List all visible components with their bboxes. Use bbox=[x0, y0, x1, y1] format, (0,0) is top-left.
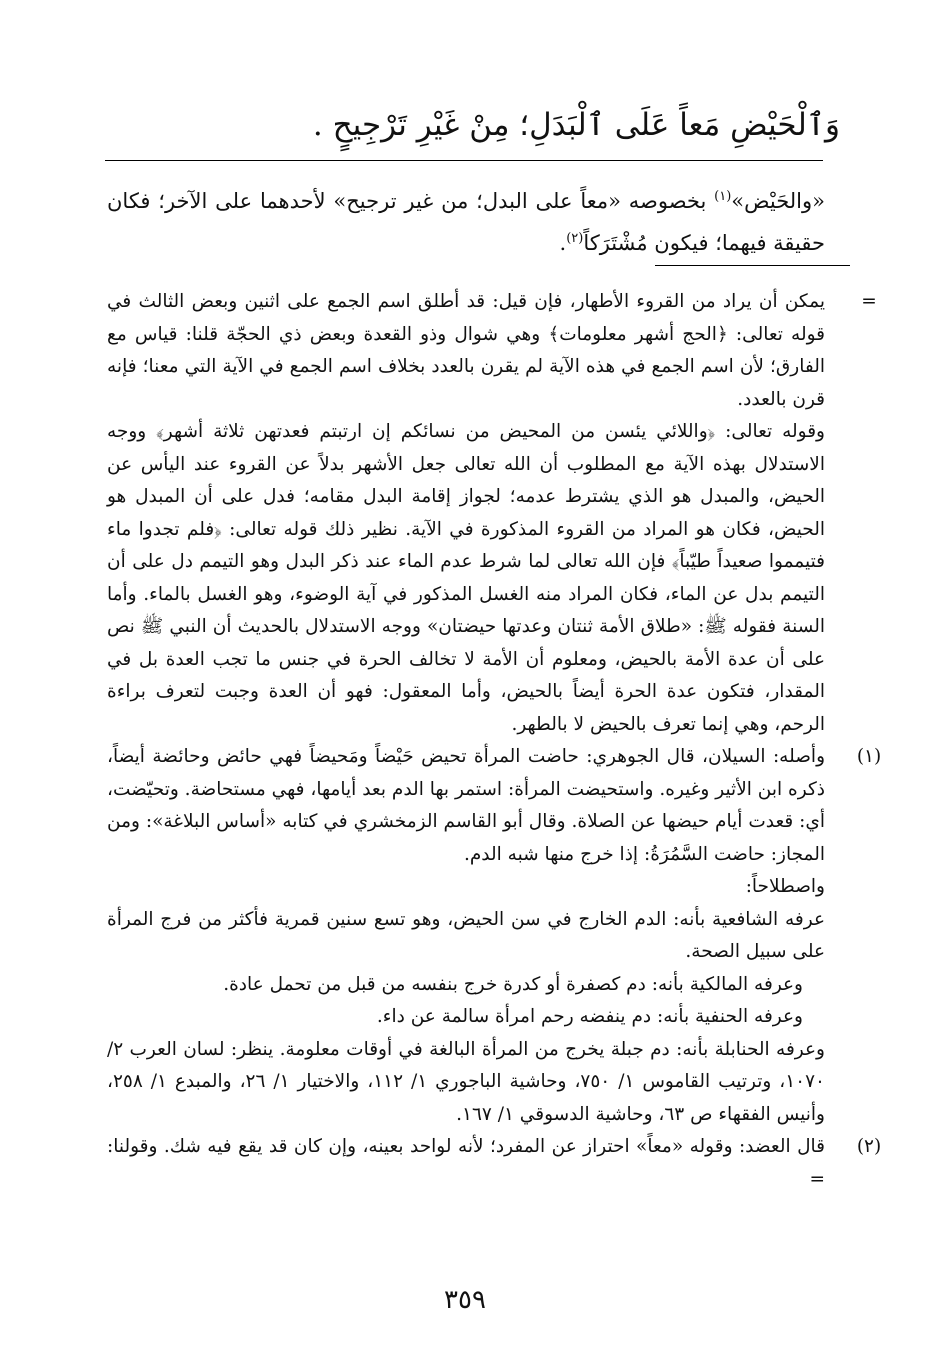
footnote-paragraph: وقوله تعالى: ﴿واللائي يئسن من المحيض من نسائكم إن ارتبتم فعدتهن ثلاثة أشهر﴾ ووجه الاستدلال بهذه الآية مع المطلوب أن الله تعالى جعل الأشهر بدلاً عن القروء عند اليأس عن الحيض، والمبدل هو الذي يشترط عدمه؛ لجواز إقامة البدل مقامه؛ فدل على أن المبدل هو الحيض، فكان هو المراد من القروء المذكورة في الآية. نظير ذلك قوله تعالى: ﴿فلم تجدوا ماء فتيمموا صعيداً طيّباً﴾ فإن الله تعالى لما شرط عدم الماء عند ذكر البدل وهو التيمم دل على أن التيمم بدل عن الماء، فكان المراد منه الغسل المذكور في آية الوضوء، وهو الغسل بالماء. وأما السنة فقوله ﷺ: «طلاق الأمة ثنتان وعدتها حيضتان» ووجه الاستدلال بالحديث أن النبي ﷺ نص على أن عدة الأمة بالحيض، ومعلوم أن الأمة لا تخالف الحرة في جنس ما تجب العدة بل في المقدار، فتكون عدة الحرة أيضاً بالحيض، وأما المعقول: فهو أن العدة وجبت لتعرف براءة الرحم، وهي إنما تعرف بالحيض لا بالطهر. bbox=[107, 421, 825, 735]
footnote-paragraph: وعرفه الحنفية بأنه: دم ينفضه رحم امرأة سالمة عن داء. bbox=[376, 1006, 803, 1027]
commentary-text bbox=[107, 178, 825, 262]
footnote-1 bbox=[107, 741, 882, 1131]
footnote-paragraph: وأصله: السيلان، قال الجوهري: حاضت المرأة تحيض حَيْضاً ومَحيضاً فهي حائض وحائضة أيضاً، ذكره ابن الأثير وغيره. واستحيضت المرأة: استمر بها الدم بعد أيامها، فهي مستحاضة. وتحيّضت، أي: قعدت أيام حيضها عن الصلاة. وقال أبو القاسم الزمخشري في كتابه «أساس البلاغة»: ومن المجاز: حاضت السَّمُرَةُ: إذا خرج منها شبه الدم. bbox=[107, 746, 825, 865]
footnote-1-marker: (١) bbox=[856, 746, 882, 767]
footnote-2 bbox=[107, 1131, 882, 1196]
top-divider bbox=[105, 160, 823, 161]
matn-headline: وَٱلْحَيْضِ مَعاً عَلَى ٱلْبَدَلِ؛ مِنْ غَيْرِ تَرْجِيحٍ . bbox=[312, 107, 840, 143]
footnote-ref-1: (١) bbox=[714, 189, 732, 204]
footnote-paragraph: وعرفه المالكية بأنه: دم كصفرة أو كدرة خرج بنفسه من قبل من تحمل عادة. bbox=[223, 973, 803, 995]
footnote-divider bbox=[655, 265, 850, 266]
commentary-part1: «والحَيْض» bbox=[731, 189, 825, 213]
footnotes bbox=[107, 286, 882, 1196]
footnote-paragraph: يمكن أن يراد من القروء الأطهار، فإن قيل: قد أطلق اسم الجمع على اثنين وبعض الثالث في قوله تعالى: ﴿الحج أشهر معلومات﴾ وهي شوال وذو القعدة وبعض ذي الحجّة قلنا: قياس مع الفارق؛ لأن اسم الجمع في هذه الآية لم يقرن بالعدد بخلاف اسم الجمع في الآية التي معنا؛ فإنه قرن بالعدد. bbox=[107, 291, 825, 410]
commentary-part2: بخصوصه «معاً على البدل؛ من غير ترجيح» لأحدهما على الآخر؛ فكان حقيقة فيهما؛ فيكون مُشْتَرَكاً bbox=[107, 189, 825, 255]
footnote-paragraph: واصطلاحاً: bbox=[745, 876, 825, 897]
commentary-part3: . bbox=[559, 231, 567, 255]
footnote-ref-2: (٢) bbox=[566, 231, 584, 246]
continuation-marker: = bbox=[861, 291, 877, 312]
footnote-paragraph: وعرفه الحنابلة بأنه: دم جبلة يخرج من المرأة البالغة في أوقات معلومة. ينظر: لسان العرب ٢/ ١٠٧٠، وترتيب القاموس ١/ ٧٥٠، وحاشية الباجوري ١/ ١١٢، والاختيار ١/ ٢٦، والمبدع ١/ ٢٥٨، وأنيس الفقهاء ص ٦٣، وحاشية الدسوقي ١/ ١٦٧. bbox=[107, 1038, 825, 1125]
footnote-continuation bbox=[107, 286, 877, 741]
footnote-paragraph: قال العضد: وقوله «معاً» احتراز عن المفرد؛ لأنه لواحد بعينه، وإن كان قد يقع فيه شك. وقولنا: = bbox=[107, 1136, 825, 1190]
page-number: ٣٥٩ bbox=[444, 1285, 486, 1315]
footnote-paragraph: عرفه الشافعية بأنه: الدم الخارج في سن الحيض، وهو تسع سنين قمرية فأكثر من فرج المرأة على سبيل الصحة. bbox=[107, 908, 825, 962]
footnote-2-marker: (٢) bbox=[856, 1136, 882, 1157]
